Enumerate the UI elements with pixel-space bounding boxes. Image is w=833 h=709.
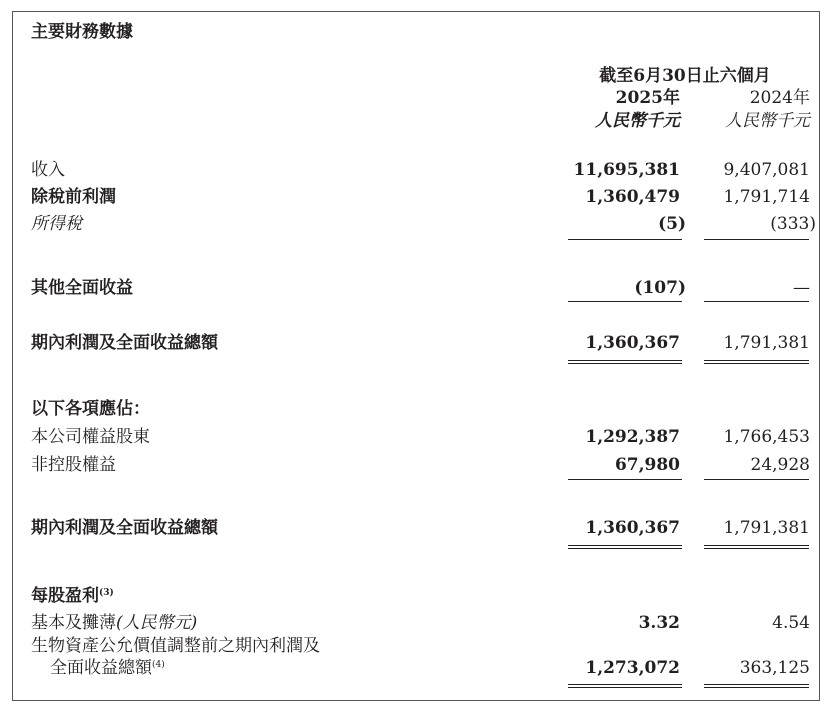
row-value-2024: 1,791,381: [723, 518, 810, 538]
double-rule: [568, 360, 682, 364]
row-value-2024: 4.54: [772, 613, 810, 633]
rule: [568, 479, 682, 480]
row-value-2024: —: [793, 278, 810, 298]
row-label-non-controlling-interests: 非控股權益: [31, 455, 116, 475]
rule: [568, 301, 682, 302]
row-value-2024: 1,766,453: [723, 427, 810, 447]
row-value-2025: 1,360,367: [585, 333, 680, 353]
table-title: 主要財務數據: [31, 22, 133, 42]
row-label-adjusted-line1: 生物資產公允價值調整前之期內利潤及: [31, 636, 320, 656]
row-value-2025: (5): [658, 214, 686, 234]
row-label-income-tax: 所得稅: [31, 214, 82, 234]
row-label-revenue: 收入: [31, 160, 65, 180]
row-value-2025: 67,980: [614, 455, 680, 475]
row-value-2024: 1,791,714: [723, 187, 810, 207]
footnote-ref: (3): [99, 588, 114, 598]
period-header: 截至6月30日止六個月: [599, 66, 771, 86]
row-value-2025: 1,292,387: [585, 427, 680, 447]
row-value-2025: 1,360,479: [585, 187, 680, 207]
row-value-2025: 1,273,072: [585, 658, 680, 678]
row-label-other-comprehensive-income: 其他全面收益: [31, 278, 133, 298]
row-label-equity-shareholders: 本公司權益股東: [31, 427, 150, 447]
double-rule: [704, 684, 809, 688]
rule: [704, 239, 809, 240]
unit2-header: 人民幣千元: [725, 111, 810, 131]
row-value-2024: 363,125: [739, 658, 810, 678]
row-label-total-comprehensive-income: 期內利潤及全面收益總額: [31, 333, 218, 353]
footnote-ref: (4): [152, 660, 165, 670]
double-rule: [568, 684, 682, 688]
row-value-2024: 24,928: [750, 455, 810, 475]
row-value-2025: 11,695,381: [573, 160, 680, 180]
unit1-header: 人民幣千元: [595, 111, 680, 131]
row-label-adjusted-line2: 全面收益總額$^{(4)}$: [50, 658, 165, 678]
row-value-2024: 9,407,081: [723, 160, 810, 180]
double-rule: [704, 545, 809, 549]
row-label-total-comprehensive-income: 期內利潤及全面收益總額: [31, 518, 218, 538]
rule: [704, 479, 809, 480]
row-value-2025: (107): [634, 278, 686, 298]
section-heading-eps: 每股盈利$^{(3)}$: [31, 586, 114, 606]
row-value-2025: 1,360,367: [585, 518, 680, 538]
row-label-profit-before-tax: 除稅前利潤: [31, 187, 116, 207]
double-rule: [568, 545, 682, 549]
section-heading-attributable: 以下各項應佔：: [31, 399, 150, 419]
row-value-2025: 3.32: [638, 613, 680, 633]
unit-label: (人民幣元): [116, 613, 198, 633]
rule: [568, 239, 682, 240]
year1-header: 2025年: [615, 88, 680, 108]
row-label-basic-diluted: 基本及攤薄(人民幣元): [31, 613, 198, 633]
row-value-2024: (333): [770, 214, 816, 234]
year2-header: 2024年: [749, 88, 810, 108]
double-rule: [704, 360, 809, 364]
row-value-2024: 1,791,381: [723, 333, 810, 353]
rule: [704, 301, 809, 302]
